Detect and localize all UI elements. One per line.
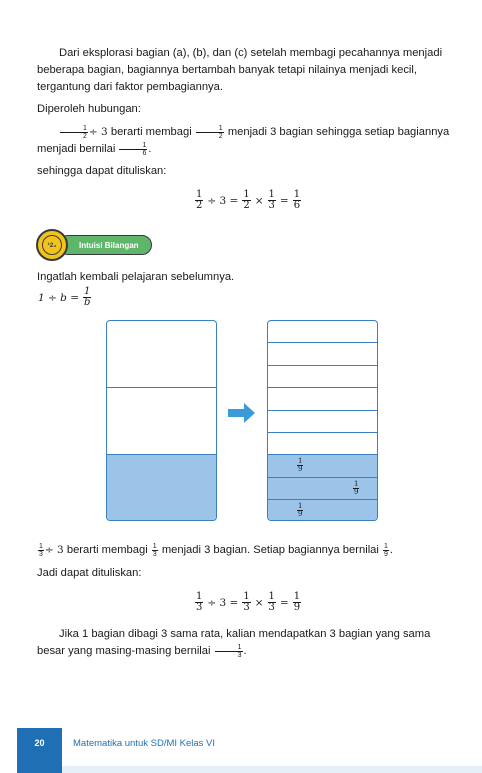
ninth-segment xyxy=(268,366,377,388)
relation-heading: Diperoleh hubungan: xyxy=(37,103,141,115)
ninth-segment xyxy=(268,411,377,433)
arrow-right-icon xyxy=(228,403,256,423)
number-sense-icon: ¹2₃ xyxy=(36,229,68,261)
fraction: $\frac{1}{2}$ xyxy=(196,125,224,140)
page-number: 20 xyxy=(17,728,62,773)
intuisi-bilangan-badge xyxy=(36,229,152,261)
third-segment xyxy=(107,321,216,388)
equation-2: $\frac{1}{3}$ ÷ 3 = $\frac{1}{3}$ × $\frac{1}{3}$ = $\frac{1}{9}$ xyxy=(196,591,301,613)
equation-1: $\frac{1}{2}$ ÷ 3 = $\frac{1}{2}$ × $\frac{1}{3}$ = $\frac{1}{6}$ xyxy=(196,189,301,211)
fraction: $\frac{1}{2}$ xyxy=(60,125,88,140)
segment-label: $\frac{1}{9}$ xyxy=(354,479,359,496)
final-paragraph: Jika 1 bagian dibagi 3 sama rata, kalian mendapatkan 3 bagian yang sama besar yang masing-masing bernilai $\frac{1}{3}$ . xyxy=(37,628,431,659)
right-bar-ninths xyxy=(267,320,378,521)
ninth-segment xyxy=(268,388,377,410)
identity-formula: 1 ÷ b = $\frac{1}{b}$ xyxy=(38,286,91,308)
ninth-segment xyxy=(268,433,377,455)
ninth-segment-shaded xyxy=(268,455,377,477)
left-bar-thirds xyxy=(106,320,217,521)
third-segment xyxy=(107,388,216,455)
fraction: $\frac{1}{6}$ xyxy=(119,142,147,157)
book-title: Matematika untuk SD/MI Kelas VI xyxy=(73,738,216,749)
written-label-2: Jadi dapat dituliskan: xyxy=(37,567,142,579)
third-segment-shaded xyxy=(107,455,216,521)
ninth-segment xyxy=(268,343,377,365)
segment-label: $\frac{1}{9}$ xyxy=(298,502,303,519)
relation-statement: $\frac{1}{2}$ ÷ 3 berarti membagi $\frac{1}{2}$ menjadi 3 bagian sehingga setiap bagiannya menjadi bernilai $\frac{1}{6}$ . xyxy=(37,124,450,157)
footer-bar xyxy=(62,766,482,773)
intro-paragraph: Dari eksplorasi bagian (a), (b), dan (c) setelah membagi pecahannya menjadi beberapa bagian, bagiannya bertambah banyak tetapi nilainya menjadi kecil, tergantung dari faktor pembagiannya. xyxy=(37,47,443,93)
ninth-segment xyxy=(268,321,377,343)
badge-label: Intuisi Bilangan xyxy=(58,235,152,255)
statement-2: $\frac{1}{3}$ ÷ 3 berarti membagi $\frac{1}{3}$ menjadi 3 bagian. Setiap bagiannya bernilai $\frac{1}{9}$ . xyxy=(39,542,394,558)
ninth-segment-shaded xyxy=(268,500,377,521)
segment-label: $\frac{1}{9}$ xyxy=(298,457,303,474)
recall-text: Ingatlah kembali pelajaran sebelumnya. xyxy=(37,271,235,283)
ninth-segment-shaded xyxy=(268,478,377,500)
written-label-1: sehingga dapat dituliskan: xyxy=(37,165,167,177)
